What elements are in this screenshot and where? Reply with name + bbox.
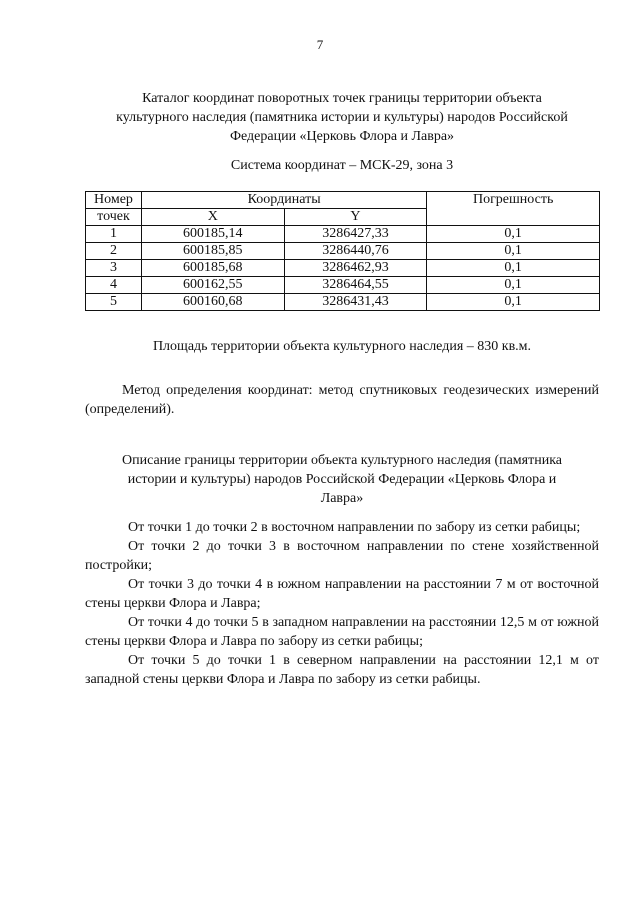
coordinate-system: Система координат – МСК-29, зона 3 bbox=[230, 158, 454, 173]
cell-number: 2 bbox=[86, 243, 142, 260]
method-statement: Метод определения координат: метод спутниковых геодезических измерений (определений). bbox=[85, 383, 599, 417]
page-number: 7 bbox=[316, 37, 324, 52]
header-number: Номер bbox=[86, 192, 142, 209]
table-header-row bbox=[86, 192, 600, 209]
cell-x: 600162,55 bbox=[141, 277, 284, 294]
cell-y: 3286427,33 bbox=[284, 226, 427, 243]
description-title bbox=[85, 451, 599, 508]
cell-error: 0,1 bbox=[427, 226, 600, 243]
coordinates-table bbox=[85, 191, 600, 311]
cell-number: 1 bbox=[86, 226, 142, 243]
table-row bbox=[86, 243, 600, 260]
cell-x: 600185,14 bbox=[141, 226, 284, 243]
description-title-line: Лавра» bbox=[320, 491, 364, 506]
boundary-segment: От точки 5 до точки 1 в северном направлении на расстоянии 12,1 м от западной стены церкви Флора и Лавра по забору из сетки рабицы. bbox=[85, 653, 599, 687]
cell-y: 3286431,43 bbox=[284, 294, 427, 311]
cell-x: 600160,68 bbox=[141, 294, 284, 311]
boundary-segment: От точки 1 до точки 2 в восточном направлении по забору из сетки рабицы; bbox=[128, 520, 581, 535]
header-error: Погрешность bbox=[427, 192, 600, 226]
cell-number: 3 bbox=[86, 260, 142, 277]
description-title-line: истории и культуры) народов Российской Федерации «Церковь Флора и bbox=[127, 472, 557, 487]
description-title-line: Описание границы территории объекта культурного наследия (памятника bbox=[121, 453, 563, 468]
boundary-segment: От точки 4 до точки 5 в западном направлении на расстоянии 12,5 м от южной стены церкви Флора и Лавра по забору из сетки рабицы; bbox=[85, 615, 599, 649]
cell-y: 3286462,93 bbox=[284, 260, 427, 277]
boundary-description bbox=[85, 518, 599, 689]
header-coordinates: Координаты bbox=[141, 192, 426, 209]
cell-y: 3286464,55 bbox=[284, 277, 427, 294]
area-statement: Площадь территории объекта культурного наследия – 830 кв.м. bbox=[152, 339, 532, 354]
table-row bbox=[86, 226, 600, 243]
cell-number: 5 bbox=[86, 294, 142, 311]
cell-y: 3286440,76 bbox=[284, 243, 427, 260]
catalog-title-line: Каталог координат поворотных точек границы территории объекта bbox=[142, 91, 542, 106]
boundary-segment: От точки 2 до точки 3 в восточном направлении по стене хозяйственной постройки; bbox=[85, 539, 599, 573]
cell-error: 0,1 bbox=[427, 243, 600, 260]
boundary-segment: От точки 3 до точки 4 в южном направлении на расстоянии 7 м от восточной стены церкви Флора и Лавра; bbox=[85, 577, 599, 611]
catalog-title-line: культурного наследия (памятника истории и культуры) народов Российской bbox=[116, 110, 568, 125]
header-points: точек bbox=[86, 209, 142, 226]
catalog-title bbox=[85, 89, 599, 146]
cell-number: 4 bbox=[86, 277, 142, 294]
cell-error: 0,1 bbox=[427, 260, 600, 277]
cell-error: 0,1 bbox=[427, 294, 600, 311]
table-row bbox=[86, 277, 600, 294]
cell-x: 600185,85 bbox=[141, 243, 284, 260]
cell-error: 0,1 bbox=[427, 277, 600, 294]
table-row bbox=[86, 260, 600, 277]
header-y: Y bbox=[284, 209, 427, 226]
table-row bbox=[86, 294, 600, 311]
header-x: X bbox=[141, 209, 284, 226]
catalog-title-line: Федерации «Церковь Флора и Лавра» bbox=[229, 129, 455, 144]
cell-x: 600185,68 bbox=[141, 260, 284, 277]
